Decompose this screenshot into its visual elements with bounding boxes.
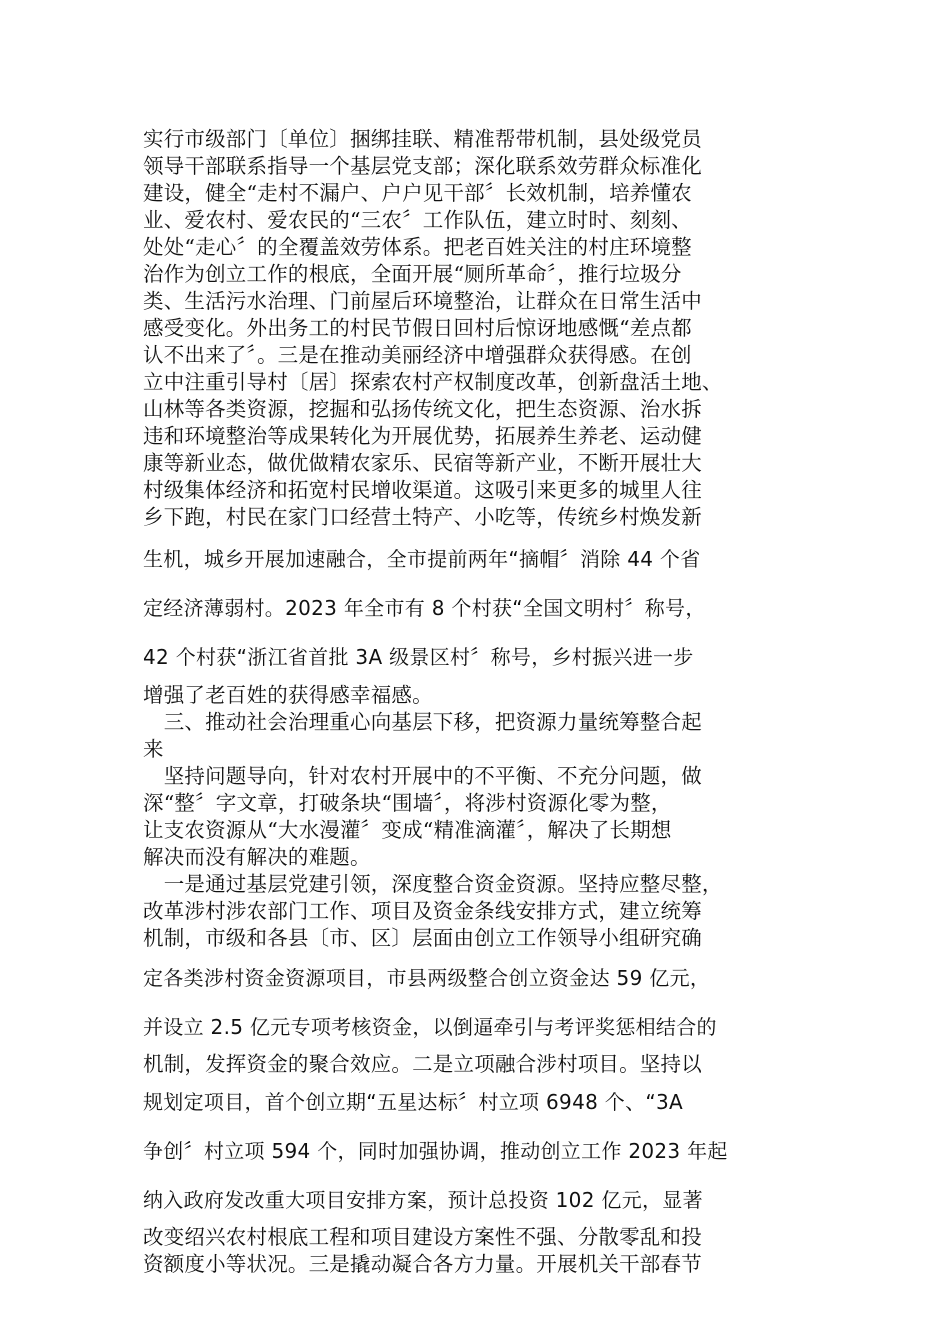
text-line: 并设立 2.5 亿元专项考核资金，以倒逼牵引与考评奖惩相结合的 — [143, 1015, 717, 1039]
text-line: 康等新业态，做优做精农家乐、民宿等新产业，不断开展壮大 — [143, 451, 702, 475]
text-line: 解决而没有解决的难题。 — [143, 845, 371, 869]
text-line: 违和环境整治等成果转化为开展优势，拓展养生养老、运动健 — [143, 424, 702, 448]
section-heading-cont: 来 — [143, 737, 164, 761]
text-line: 改变绍兴农村根底工程和项目建设方案性不强、分散零乱和投 — [143, 1225, 702, 1249]
text-line: 山林等各类资源，挖掘和弘扬传统文化，把生态资源、治水拆 — [143, 397, 702, 421]
text-line: 建设，健全“走村不漏户、户户见干部〞长效机制，培养懂农 — [143, 181, 692, 205]
text-line: 实行市级部门〔单位〕捆绑挂联、精准帮带机制，县处级党员 — [143, 127, 702, 151]
text-line: 规划定项目，首个创立期“五星达标〞村立项 6948 个、“3A — [143, 1090, 684, 1114]
text-line: 机制，发挥资金的聚合效应。二是立项融合涉村项目。坚持以 — [143, 1052, 702, 1076]
text-line: 类、生活污水治理、门前屋后环境整治，让群众在日常生活中 — [143, 289, 702, 313]
text-line: 资额度小等状况。三是撬动凝合各方力量。开展机关干部春节 — [143, 1252, 702, 1276]
text-line: 定各类涉村资金资源项目，市县两级整合创立资金达 59 亿元， — [143, 966, 711, 990]
text-line: 治作为创立工作的根底，全面开展“厕所革命〞，推行垃圾分 — [143, 262, 682, 286]
text-line: 生机，城乡开展加速融合，全市提前两年“摘帽〞消除 44 个省 — [143, 547, 701, 571]
text-line: 一是通过基层党建引领，深度整合资金资源。坚持应整尽整， — [143, 872, 723, 896]
text-line: 乡下跑，村民在家门口经营土特产、小吃等，传统乡村焕发新 — [143, 505, 702, 529]
section-heading: 三、推动社会治理重心向基层下移，把资源力量统筹整合起 — [143, 710, 702, 734]
text-line: 改革涉村涉农部门工作、项目及资金条线安排方式，建立统筹 — [143, 899, 702, 923]
text-line: 业、爱农村、爱农民的“三农〞工作队伍，建立时时、刻刻、 — [143, 208, 692, 232]
text-line: 村级集体经济和拓宽村民增收渠道。这吸引来更多的城里人往 — [143, 478, 702, 502]
text-line: 深“整〞字文章，打破条块“围墙〞，将涉村资源化零为整， — [143, 791, 672, 815]
text-line: 感受变化。外出务工的村民节假日回村后惊讶地感慨“差点都 — [143, 316, 692, 340]
text-line: 处处“走心〞的全覆盖效劳体系。把老百姓关注的村庄环境整 — [143, 235, 692, 259]
text-line: 增强了老百姓的获得感幸福感。 — [143, 683, 433, 707]
text-line: 让支农资源从“大水漫灌〞变成“精准滴灌〞，解决了长期想 — [143, 818, 672, 842]
text-line: 纳入政府发改重大项目安排方案，预计总投资 102 亿元，显著 — [143, 1188, 703, 1212]
text-line: 领导干部联系指导一个基层党支部；深化联系效劳群众标准化 — [143, 154, 702, 178]
text-line: 机制，市级和各县〔市、区〕层面由创立工作领导小组研究确 — [143, 926, 702, 950]
text-line: 认不出来了〞。三是在推动美丽经济中增强群众获得感。在创 — [143, 343, 692, 367]
text-line: 争创〞村立项 594 个，同时加强协调，推动创立工作 2023 年起 — [143, 1139, 728, 1163]
text-line: 坚持问题导向，针对农村开展中的不平衡、不充分问题，做 — [143, 764, 702, 788]
text-line: 42 个村获“浙江省首批 3A 级景区村〞称号，乡村振兴进一步 — [143, 645, 694, 669]
text-line: 定经济薄弱村。2023 年全市有 8 个村获“全国文明村〞称号， — [143, 596, 706, 620]
text-line: 立中注重引导村〔居〕探索农村产权制度改革，创新盘活土地、 — [143, 370, 723, 394]
